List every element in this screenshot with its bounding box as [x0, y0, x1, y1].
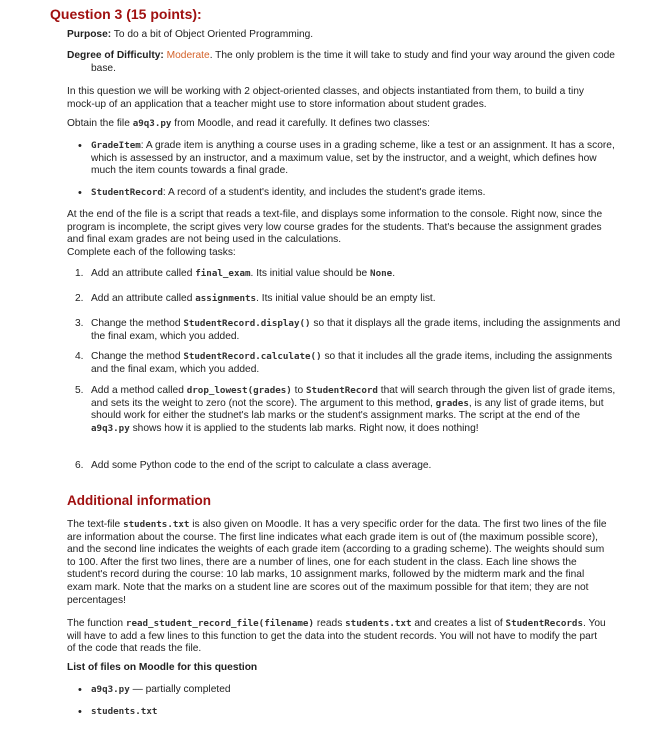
task-item [75, 460, 621, 473]
purpose-label: Purpose: [67, 29, 112, 40]
purpose-text: To do a bit of Object Oriented Programming. [111, 29, 314, 40]
task-text: that will search through the given list of grade items, and sets its the weight to zero (not the score). The argument to this method, [91, 385, 616, 409]
task-item [75, 268, 621, 281]
difficulty-text: . The only problem is the time it will take to study and find your way around the given code base. [91, 50, 615, 74]
para-code: StudentRecords [505, 618, 583, 629]
para-text: The text-file [67, 519, 124, 530]
class-desc: : A grade item is anything a course uses in a grading scheme, like a test or an assignment. It has a score, which is assessed by an instructor, and a maximum value, set by the instructor, and a weight, which defines how much the item counts towards a final grade. [91, 140, 615, 177]
task-text: so that it displays all the grade items, including the assignments and the final exam, which you added. [91, 318, 621, 342]
difficulty-level: Moderate [166, 50, 210, 61]
task-text: Change the method [91, 351, 184, 362]
task-item [75, 318, 621, 343]
task-text: to [291, 385, 306, 396]
task-code: StudentRecord.display() [183, 318, 311, 329]
file-list-item [78, 684, 617, 697]
task-number: 6. [75, 460, 84, 471]
difficulty-label: Degree of Difficulty: [67, 50, 164, 61]
class-name: GradeItem [91, 140, 141, 151]
task-code: grades [435, 397, 469, 409]
task-text: shows how it is applied to the students lab marks. Right now, it does nothing! [129, 422, 479, 434]
intro-paragraph: In this question we will be working with 2 object-oriented classes, and objects instantiated from them, to build a tiny mock-up of an application that a teacher might use to store information about student grades. [67, 86, 585, 110]
para-text: and creates a list of [411, 618, 506, 629]
obtain-text-b: from Moodle, and read it carefully. It defines two classes: [171, 118, 431, 129]
task-code: assignments [195, 293, 257, 304]
para-text: The function [67, 618, 126, 629]
task-code: StudentRecord.calculate() [183, 351, 322, 362]
task-item [75, 385, 621, 435]
task-item [75, 293, 621, 306]
task-number: 2. [75, 293, 84, 304]
para-text: . You will have to add a few lines to this function to get the data into the student records. You will not have to modify the part of the code that reads the file. [67, 618, 606, 655]
task-text: . Its initial value should be [250, 268, 371, 279]
task-text: . [392, 268, 396, 279]
difficulty-line [67, 50, 631, 75]
files-heading [67, 662, 607, 675]
task-code: final_exam [195, 268, 251, 279]
file-desc: — partially completed [129, 684, 231, 695]
task-number: 3. [75, 318, 84, 329]
para-code: students.txt [345, 618, 412, 629]
files-heading-text: List of files on Moodle for this question [67, 662, 258, 673]
para-code: students.txt [123, 519, 190, 530]
file-name: a9q3.py [91, 684, 130, 695]
class-item-studentrecord [78, 187, 617, 200]
para-code: read_student_record_file(filename) [125, 618, 314, 629]
para-text: is also given on Moodle. It has a very specific order for the data. The first two lines of the file are information about the course. The first line indicates what each grade item is out of (the maximum possible score), and the second line indicates the weights of each grade item (according to a grading scheme). The weights should sum to 100. After the first two lines, there are a number of lines, one for each student in the class. Each line shows the student's record during the course: 10 lab marks, 10 assignment marks, followed by the midterm mark and the final exam mark. Note that the marks on a student line are scores out of the maximum possible for that item; they are not percentages! [67, 519, 607, 606]
class-name: StudentRecord [91, 187, 163, 198]
class-item-gradeitem [78, 140, 617, 178]
file-name: students.txt [91, 706, 158, 717]
task-code: drop_lowest(grades) [186, 385, 292, 396]
task-text: , is any list of grade items, but should work for either the studnet's lab marks or the student's assignment marks. The script at the end of the [91, 397, 604, 422]
task-text: . Its initial value should be an empty list. [256, 293, 436, 304]
script-note: At the end of the file is a script that reads a text-file, and displays some information to the console. Right now, since the program is incomplete, the script gives very low course grades for the students. That's because the assignment grades and final exam grades are not being used in the calculations. [67, 209, 603, 246]
function-paragraph [67, 618, 607, 656]
task-number: 1. [75, 268, 84, 279]
obtain-text-a: Obtain the file [67, 118, 133, 129]
question-title: Question 3 (15 points): [50, 6, 202, 22]
task-code: StudentRecord [306, 385, 378, 396]
task-text: Change the method [91, 318, 184, 329]
purpose-line [67, 29, 631, 42]
task-code: None [370, 268, 393, 279]
task-code: a9q3.py [91, 422, 130, 434]
task-text: Add an attribute called [91, 268, 196, 279]
task-text: so that it includes all the grade items, including the assignments and the final exam, which you added. [91, 351, 613, 375]
data-file-paragraph [67, 519, 607, 607]
task-number: 5. [75, 385, 84, 396]
task-text: Add an attribute called [91, 293, 196, 304]
tasks-intro: Complete each of the following tasks: [67, 247, 236, 258]
task-text: Add a method called [91, 385, 187, 396]
class-desc: : A record of a student's identity, and includes the student's grade items. [162, 187, 486, 198]
obtain-file-line [67, 118, 607, 131]
additional-heading: Additional information [67, 493, 211, 508]
task-text: Add some Python code to the end of the script to calculate a class average. [91, 460, 432, 471]
task-number: 4. [75, 351, 84, 362]
file-list-item [78, 706, 617, 719]
file-code: a9q3.py [132, 118, 172, 129]
para-text: reads [313, 618, 346, 629]
task-item [75, 351, 621, 376]
